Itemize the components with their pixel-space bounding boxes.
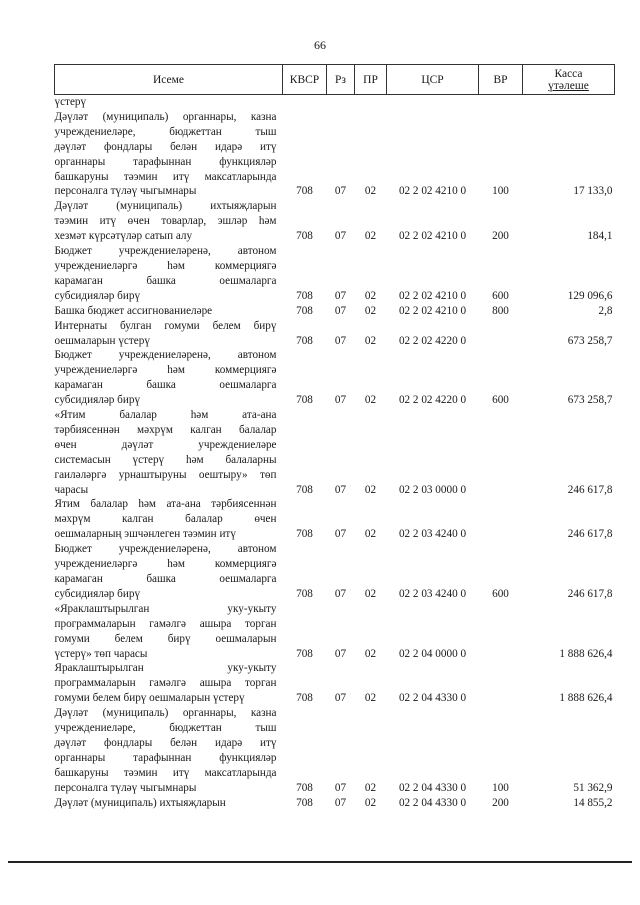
name-line: Интернаты булган гомуми белем бирү: [54, 319, 277, 332]
header-csr: ЦСР: [387, 65, 479, 95]
page-number: 66: [314, 38, 326, 52]
header-name: Исеме: [55, 65, 283, 95]
cell-rz: 07: [334, 781, 347, 794]
cell-csr: 02 2 03 4240 0: [398, 528, 467, 541]
cell-rz: 07: [334, 304, 347, 317]
cell-pr: 02: [364, 781, 377, 794]
name-line: учреждениеләре, бюджеттан тыш: [54, 125, 277, 138]
cell-rz: 07: [334, 289, 347, 302]
cell-pr: 02: [364, 334, 377, 347]
cell-csr: [387, 95, 479, 110]
name-line: оешмаларның эшчәнлеген тәэмин итү: [54, 528, 236, 541]
cell-amount: 673 258,7: [567, 394, 613, 407]
cell-pr: 02: [364, 289, 377, 302]
name-line: системасын үстерү һәм балаларны: [54, 453, 277, 466]
table-row: [55, 319, 615, 349]
cell-pr: 02: [364, 483, 377, 496]
name-line: учреждениеләргә һәм коммерциягә: [54, 364, 277, 377]
cell-vr: 200: [492, 230, 509, 243]
cell-amount: 51 362,9: [573, 781, 613, 794]
name-line: Бюджет учреждениеләренә, автоном: [54, 349, 277, 362]
cell-name: [55, 199, 283, 244]
name-line: органнары тарафыннан функцияләр: [54, 155, 277, 168]
cell-name: [55, 95, 283, 110]
cell-amount: 184,1: [587, 230, 613, 243]
name-line: Дәүләт (муниципаль) органнары, казна: [54, 707, 277, 720]
name-line: тәэмин итү өчен товарлар, эшләр һәм: [54, 215, 277, 228]
cell-vr: 100: [492, 781, 509, 794]
header-kassa-line1: Касса: [554, 67, 583, 80]
cell-kvsr: 708: [296, 230, 313, 243]
cell-kvsr: [283, 95, 327, 110]
name-line: учреждениеләргә һәм коммерциягә: [54, 259, 277, 272]
cell-pr: 02: [364, 304, 377, 317]
cell-vr: [479, 497, 523, 542]
name-line: учреждениеләргә һәм коммерциягә: [54, 558, 277, 571]
cell-vr: 600: [492, 587, 509, 600]
header-pr: ПР: [355, 65, 387, 95]
header-kassa-line2: үтәлеше: [548, 79, 589, 92]
cell-name: [55, 497, 283, 542]
budget-table-sheet: [54, 64, 614, 811]
name-line: Бюджет учреждениеләренә, автоном: [54, 245, 277, 258]
name-line: чарасы: [54, 483, 89, 496]
cell-rz: 07: [334, 528, 347, 541]
cell-name: [55, 661, 283, 706]
name-line: субсидияләр бирү: [54, 587, 141, 600]
name-line: оешмаларын үстерү: [54, 334, 150, 347]
cell-csr: 02 2 02 4220 0: [398, 334, 467, 347]
cell-kvsr: 708: [296, 289, 313, 302]
cell-csr: 02 2 02 4210 0: [398, 304, 467, 317]
name-line: Ятим балалар һәм ата-ана тәрбиясеннән: [54, 498, 277, 511]
cell-amount: 129 096,6: [567, 289, 613, 302]
table-row: [55, 304, 615, 319]
cell-name: [55, 796, 283, 811]
cell-vr: 200: [492, 796, 509, 809]
name-line: тәрбиясеннән мәхрүм калган балалар: [54, 423, 277, 436]
cell-pr: 02: [364, 692, 377, 705]
name-line: карамаган башка оешмаларга: [54, 274, 277, 287]
name-line: «Ятим балалар һәм ата-ана: [54, 409, 277, 422]
name-line: башкаруны тәэмин итү максатларында: [54, 170, 277, 183]
name-line: үстерү: [54, 96, 87, 108]
cell-vr: 100: [492, 185, 509, 198]
cell-vr: [479, 602, 523, 662]
header-rz: Рз: [327, 65, 355, 95]
name-line: персоналга түләү чыгымнары: [54, 781, 197, 794]
cell-name: [55, 244, 283, 304]
name-line: учреждениеләре, бюджеттан тыш: [54, 722, 277, 735]
cell-name: [55, 319, 283, 349]
cell-amount: 1 888 626,4: [559, 647, 613, 660]
bottom-rule: [8, 861, 632, 863]
cell-csr: 02 2 03 0000 0: [398, 483, 467, 496]
name-line: гомуми белем бирү оешмаларын: [54, 632, 277, 645]
cell-name: [55, 602, 283, 662]
cell-csr: 02 2 03 4240 0: [398, 587, 467, 600]
cell-csr: 02 2 04 4330 0: [398, 781, 467, 794]
cell-rz: 07: [334, 483, 347, 496]
cell-amount: 2,8: [598, 304, 613, 317]
cell-kvsr: 708: [296, 587, 313, 600]
name-line: хезмәт күрсәтүләр сатып алу: [54, 230, 193, 243]
cell-csr: 02 2 02 4210 0: [398, 289, 467, 302]
cell-vr: [479, 661, 523, 706]
table-row: [55, 542, 615, 602]
cell-name: [55, 110, 283, 199]
cell-name: [55, 542, 283, 602]
table-body: [55, 95, 615, 811]
cell-pr: [355, 95, 387, 110]
table-row: [55, 199, 615, 244]
name-line: дәүләт фондлары белән идарә итү: [54, 736, 277, 749]
cell-rz: 07: [334, 394, 347, 407]
cell-amount: 246 617,8: [567, 587, 613, 600]
cell-kvsr: 708: [296, 334, 313, 347]
cell-csr: 02 2 02 4220 0: [398, 394, 467, 407]
cell-rz: 07: [334, 692, 347, 705]
cell-kvsr: 708: [296, 483, 313, 496]
header-vr: ВР: [479, 65, 523, 95]
cell-amount: 14 855,2: [573, 796, 613, 809]
cell-amount: 246 617,8: [567, 483, 613, 496]
table-row: [55, 661, 615, 706]
cell-kvsr: 708: [296, 185, 313, 198]
header-kvsr: КВСР: [283, 65, 327, 95]
cell-rz: 07: [334, 587, 347, 600]
name-line: Бюджет учреждениеләренә, автоном: [54, 543, 277, 556]
table-row: [55, 602, 615, 662]
cell-amount: 246 617,8: [567, 528, 613, 541]
table-row: [55, 95, 615, 110]
cell-amount: 1 888 626,4: [559, 692, 613, 705]
name-line: башкаруны тәэмин итү максатларында: [54, 766, 277, 779]
cell-name: [55, 348, 283, 408]
cell-rz: 07: [334, 796, 347, 809]
cell-vr: 800: [492, 304, 509, 317]
cell-rz: 07: [334, 230, 347, 243]
cell-vr: 600: [492, 289, 509, 302]
cell-pr: 02: [364, 796, 377, 809]
name-line: программаларын гамәлгә ашыра торган: [54, 617, 277, 630]
table-row: [55, 706, 615, 795]
name-line: үстерү» төп чарасы: [54, 647, 148, 660]
name-line: карамаган башка оешмаларга: [54, 573, 277, 585]
cell-kvsr: 708: [296, 394, 313, 407]
cell-rz: 07: [334, 647, 347, 660]
table-row: [55, 408, 615, 497]
name-line: Дәүләт (муниципаль) ихтыяҗларын: [54, 796, 226, 809]
cell-csr: 02 2 02 4210 0: [398, 185, 467, 198]
name-line: субсидияләр бирү: [54, 289, 141, 302]
table-row: [55, 244, 615, 304]
cell-amount: 17 133,0: [573, 185, 613, 198]
cell-csr: 02 2 04 0000 0: [398, 647, 467, 660]
cell-pr: 02: [364, 185, 377, 198]
cell-vr: [479, 95, 523, 110]
cell-rz: 07: [334, 334, 347, 347]
cell-csr: 02 2 04 4330 0: [398, 796, 467, 809]
table-header: [55, 65, 615, 95]
table-row: [55, 497, 615, 542]
cell-name: [55, 304, 283, 319]
cell-kvsr: 708: [296, 304, 313, 317]
name-line: карамаган башка оешмаларга: [54, 379, 277, 392]
cell-vr: [479, 408, 523, 497]
name-line: «Яраклаштырылган уку-укыту: [54, 602, 277, 615]
cell-pr: 02: [364, 230, 377, 243]
name-line: Башка бюджет ассигнованиеләре: [54, 304, 213, 317]
cell-csr: 02 2 04 4330 0: [398, 692, 467, 705]
cell-kvsr: 708: [296, 781, 313, 794]
header-kassa: [523, 65, 615, 95]
cell-pr: 02: [364, 647, 377, 660]
budget-table: [54, 64, 615, 811]
cell-amount: [523, 95, 615, 110]
cell-name: [55, 408, 283, 497]
cell-kvsr: 708: [296, 692, 313, 705]
table-row: [55, 348, 615, 408]
name-line: программаларын гамәлгә ашыра торган: [54, 677, 277, 690]
name-line: Яраклаштырылган уку-укыту: [54, 662, 277, 675]
cell-vr: [479, 319, 523, 349]
cell-kvsr: 708: [296, 528, 313, 541]
cell-pr: 02: [364, 528, 377, 541]
cell-kvsr: 708: [296, 647, 313, 660]
cell-rz: 07: [334, 185, 347, 198]
name-line: гаиләләргә урнаштыруны оештыру» төп: [54, 468, 277, 481]
name-line: өчен дәүләт учреждениеләре: [54, 438, 277, 451]
name-line: органнары тарафыннан функцияләр: [54, 751, 277, 764]
cell-amount: 673 258,7: [567, 334, 613, 347]
cell-name: [55, 706, 283, 795]
cell-pr: 02: [364, 587, 377, 600]
name-line: гомуми белем бирү оешмаларын үстерү: [54, 692, 245, 705]
cell-vr: 600: [492, 394, 509, 407]
name-line: субсидияләр бирү: [54, 394, 141, 407]
cell-rz: [327, 95, 355, 110]
name-line: мәхрүм калган балалар өчен: [54, 513, 277, 526]
name-line: Дәүләт (муниципаль) органнары, казна: [54, 110, 277, 123]
name-line: Дәүләт (муниципаль) ихтыяҗларын: [54, 200, 277, 213]
cell-csr: 02 2 02 4210 0: [398, 230, 467, 243]
cell-pr: 02: [364, 394, 377, 407]
table-row: [55, 796, 615, 811]
name-line: персоналга түләү чыгымнары: [54, 185, 197, 198]
name-line: дәүләт фондлары белән идарә итү: [54, 140, 277, 153]
cell-kvsr: 708: [296, 796, 313, 809]
table-row: [55, 110, 615, 199]
